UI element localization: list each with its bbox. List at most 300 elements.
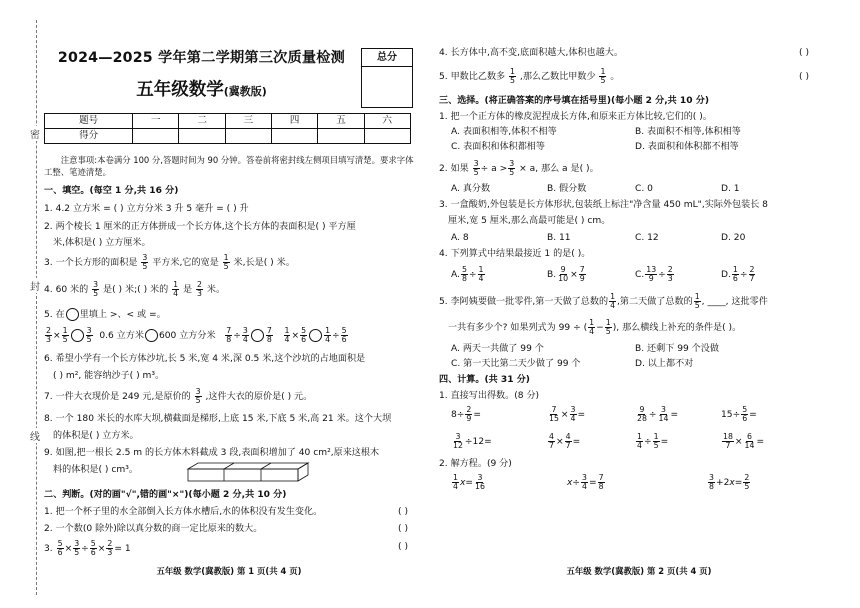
fraction [196, 281, 203, 298]
s3-q1-opt-c[interactable]: C. 表面积和体积都相等 [451, 142, 545, 152]
denominator: 8 [709, 481, 714, 491]
denominator: 4 [478, 273, 484, 283]
numerator: 1 [605, 318, 611, 327]
denominator: 5 [473, 167, 479, 177]
denominator: 6 [90, 547, 96, 557]
denominator: 4 [453, 481, 458, 491]
answer-bracket[interactable]: ( ) [799, 48, 809, 58]
s3-q1-opt-d[interactable]: D. 表面积和体积都不相等 [635, 142, 739, 152]
fraction [509, 68, 516, 85]
fraction [744, 433, 756, 450]
denominator: 10 [558, 273, 569, 283]
fraction [242, 327, 249, 344]
numerator: 7 [266, 326, 272, 335]
answer-circle[interactable] [251, 329, 264, 342]
numerator: 2 [466, 405, 472, 414]
s3-q3-opt-a[interactable]: A. 8 [451, 233, 469, 243]
text: ,这件大衣的原价是( ) 元。 [205, 391, 313, 402]
numerator: 2 [744, 473, 750, 482]
s3-q5-opt-b[interactable]: B. 还剩下 99 个没做 [635, 344, 719, 354]
s2-q5 [439, 68, 839, 85]
text: 2. 如果 [439, 163, 469, 174]
s3-q3-opt-c[interactable]: C. 12 [635, 233, 659, 243]
text: 4. 60 米的 [44, 284, 89, 295]
fraction [465, 406, 472, 423]
text: 平方米,它的宽是 [152, 257, 219, 268]
numerator: 5 [90, 539, 96, 548]
page-2-footer: 五年级 数学(冀教版) 第 2 页(共 4 页) [566, 566, 712, 576]
s3-q1-opt-b[interactable]: B. 表面积不相等,体积相等 [635, 127, 741, 137]
denominator: 4 [242, 334, 248, 344]
numerator: 3 [93, 280, 99, 289]
numerator: 13 [646, 265, 657, 274]
exam-subject [44, 80, 359, 101]
exam-title: 2024—2025 学年第二学期第三次质量检测 [57, 50, 346, 66]
text: ÷ a > [480, 163, 508, 174]
section-1-heading: 一、填空。(每空 1 分,共 16 分) [44, 186, 179, 196]
text: × a, 那么 a 是( )。 [519, 163, 599, 174]
s3-q2-opt-d[interactable]: D. 1 [721, 184, 740, 194]
answer-circle[interactable] [145, 329, 158, 342]
denominator: 4 [173, 288, 179, 298]
cut-line [261, 463, 271, 469]
text: 1. 把一个杯子里的水全部倒入长方体水槽后,水的体积没有发生变化。 [44, 507, 323, 517]
fraction [508, 160, 515, 177]
s3-q1-opt-a[interactable]: A. 表面积相等,体积不相等 [451, 127, 557, 137]
denominator: 5 [195, 395, 201, 405]
numerator: 1 [610, 292, 616, 301]
denominator: 28 [637, 413, 647, 423]
denominator: 8 [226, 334, 232, 344]
s1-q2-line2: 米,体积是( ) 立方厘米。 [53, 238, 151, 248]
fraction [667, 266, 674, 283]
denominator: 4 [325, 334, 331, 344]
fraction [106, 540, 113, 557]
numerator: 2 [197, 280, 202, 289]
numerator: 2 [667, 265, 673, 274]
calc-item: $\frac{4}{7}$ × $\frac{4}{7}$ = [549, 432, 581, 450]
s3-q2 [439, 160, 839, 177]
denominator: 5 [86, 334, 92, 344]
numerator: 1 [173, 280, 179, 289]
s3-q2-opt-b[interactable]: B. 假分数 [547, 184, 587, 194]
fraction [722, 433, 734, 450]
numerator: 18 [723, 432, 733, 441]
s3-q5-opt-d[interactable]: D. 以上都不对 [635, 359, 694, 369]
fraction [565, 433, 572, 450]
score-input-cell[interactable] [179, 129, 225, 144]
s3-q5-opt-a[interactable]: A. 两天一共做了 99 个 [451, 344, 544, 354]
text: 5. 在 [44, 310, 65, 320]
denominator: 5 [510, 75, 516, 85]
score-cell: 得分 [45, 129, 133, 144]
wood-prism-figure [186, 461, 311, 483]
binding-char-mi: 密 [30, 126, 40, 141]
binding-margin [0, 0, 42, 608]
total-score-label: 总分 [362, 49, 412, 67]
denominator: 15 [549, 413, 559, 423]
numerator: 3 [509, 159, 515, 168]
numerator: 1 [510, 67, 516, 76]
denominator: 7 [749, 273, 755, 283]
s4-sub1: 1. 直接写出得数。(8 分) [439, 391, 540, 401]
fraction [557, 266, 569, 283]
score-input-cell[interactable] [133, 129, 179, 144]
text: 里填上 >、< 或 =。 [79, 310, 166, 320]
answer-circle[interactable] [71, 329, 84, 342]
denominator: 5 [744, 481, 750, 491]
text: 米,长是( ) 米。 [233, 257, 295, 268]
text: 一共有多少个? 如果列式为 99 ÷ ( [448, 322, 588, 333]
s3-q4-opt-c[interactable]: C. $\frac{13}{9}$ ÷ $\frac{2}{3}$ [635, 265, 673, 283]
fraction [300, 327, 307, 344]
s4-sub2: 2. 解方程。(9 分) [439, 459, 512, 469]
fraction [473, 160, 480, 177]
fraction [588, 319, 595, 336]
fraction [172, 281, 179, 298]
numerator: 3 [74, 539, 80, 548]
numerator: 2 [107, 539, 113, 548]
denominator: 5 [62, 334, 68, 344]
s3-q5-line2 [448, 319, 839, 336]
fraction [694, 293, 701, 310]
fraction [749, 266, 756, 283]
fraction [90, 540, 97, 557]
denominator: 9 [466, 413, 472, 423]
fraction [141, 254, 148, 271]
fraction [266, 327, 273, 344]
fraction [195, 388, 202, 405]
page-2 [439, 0, 839, 608]
numerator: 1 [223, 253, 229, 262]
text: 3. 一个长方形的面积是 [44, 257, 138, 268]
calc-item: $\frac{18}{7}$ × $\frac{6}{14}$ = [723, 432, 765, 450]
denominator: 6 [341, 334, 347, 344]
fraction [599, 68, 606, 85]
denominator: 6 [57, 547, 63, 557]
fraction [645, 266, 657, 283]
fraction [341, 327, 348, 344]
section-3-heading: 三、选择。(将正确答案的序号填在括号里)(每小题 2 分,共 10 分) [439, 96, 709, 106]
score-input-cell[interactable] [272, 129, 318, 144]
numerator: 3 [195, 387, 201, 396]
page-1-footer: 五年级 数学(冀教版) 第 1 页(共 4 页) [156, 566, 302, 576]
score-cell: 三 [225, 114, 271, 129]
text: 5. 甲数比乙数多 [439, 71, 506, 82]
calc-item: 8÷ $\frac{2}{9}$ = [451, 405, 481, 423]
denominator: 5 [694, 300, 700, 310]
score-cell: 一 [133, 114, 179, 129]
numerator: 1 [694, 292, 700, 301]
denominator: 14 [658, 413, 669, 423]
numerator: 1 [589, 318, 595, 327]
notice-text: 注意事项:本卷满分 100 分,答题时间为 90 分钟。答卷前将密封线左侧项目填写清楚。要求字体工整、笔迹清楚。 [44, 155, 414, 178]
denominator: 16 [474, 481, 485, 491]
fraction [225, 327, 232, 344]
denominator: 12 [453, 440, 463, 450]
s1-q1: 1. 4.2 立方米 = ( ) 立方分米 3 升 5 毫升 = ( ) 升 [44, 204, 249, 214]
s3-q4-opt-a[interactable]: A. $\frac{5}{8}$ ÷ $\frac{1}{4}$ [451, 265, 484, 283]
item-text: 0.6 立方米 [99, 330, 144, 341]
op: ÷ [81, 543, 89, 554]
total-score-box [361, 48, 413, 108]
s1-q8-line1: 8. 一个 180 米长的水库大坝,横截面是梯形,上底 15 米,下底 5 米,高 21 米。这个大坝 [44, 414, 392, 424]
numerator: 3 [709, 473, 714, 482]
numerator: 3 [582, 473, 587, 482]
s1-q7 [44, 388, 414, 405]
answer-bracket[interactable]: ( ) [398, 507, 408, 517]
numerator: 3 [570, 405, 576, 414]
fraction [598, 474, 605, 491]
numerator: 5 [341, 326, 347, 335]
fraction [570, 406, 577, 423]
s3-q1: 1. 把一个正方体的橡皮泥捏成长方体,和原来正方体比较,它们的( )。 [439, 112, 712, 122]
op: × [64, 543, 73, 554]
text: 4. 长方体中,高不变,底面积越大,体积也越大。 [439, 48, 623, 58]
numerator: 1 [453, 473, 458, 482]
score-cell: 六 [364, 114, 410, 129]
numerator: 7 [598, 473, 604, 482]
score-table-score-row [45, 129, 411, 144]
denominator: 4 [610, 300, 616, 310]
s3-q4: 4. 下列算式中结果最接近 1 的是( )。 [439, 249, 591, 259]
denominator: 4 [637, 440, 642, 450]
numerator: 5 [461, 265, 467, 274]
denominator: 5 [223, 261, 229, 271]
denominator: 3 [107, 547, 113, 557]
s3-q5-opt-c[interactable]: C. 第一天比第二天少做了 99 个 [451, 359, 581, 369]
fraction [45, 327, 52, 344]
denominator: 5 [142, 261, 148, 271]
fraction [636, 406, 648, 423]
text: ,那么乙数比甲数少 [519, 71, 596, 82]
fraction [284, 327, 291, 344]
fraction [86, 327, 93, 344]
s3-q3-line1: 3. 一盒酸奶,外包装是长方体形状,包装纸上标注"净含量 450 mL",实际外包装长 8 [439, 200, 768, 210]
denominator: 5 [605, 326, 611, 336]
numerator: 6 [747, 432, 752, 441]
fraction [62, 327, 69, 344]
s1-q6-line1: 6. 希望小学有一个长方体沙坑,长 5 米,宽 4 米,深 0.5 米,这个沙坑的占地面积是 [44, 354, 366, 364]
denominator: 6 [732, 273, 738, 283]
s1-q5-items: $\frac{2}{3}$ × $\frac{1}{5}$ $\frac{3}{5}$ 0.6 立方米 600 立方分米 $\frac{7}{8}$ ÷ $\frac{3}{4}$ $\frac{7}{8}$ $\frac{1}{4}$ × $\frac{5}{6}$ $\frac{1}{4}$ ÷ $\frac{5}{6}$ [46, 326, 347, 344]
denominator: 7 [725, 440, 731, 450]
fraction [581, 474, 588, 491]
score-table [44, 113, 411, 144]
fraction [452, 474, 459, 491]
s3-q3-line2: 厘米,宽 5 厘米,那么高最可能是( ) cm。 [448, 216, 611, 226]
score-input-cell[interactable] [364, 129, 410, 144]
numerator: 1 [732, 265, 738, 274]
op: × [97, 543, 106, 554]
denominator: 7 [549, 440, 554, 450]
denominator: 5 [93, 288, 99, 298]
numerator: 1 [600, 67, 606, 76]
s2-q2 [44, 524, 414, 535]
text: 3. [44, 543, 53, 554]
prism-front [188, 469, 298, 481]
score-cell: 题号 [45, 114, 133, 129]
answer-bracket[interactable]: ( ) [398, 542, 408, 552]
answer-bracket[interactable]: ( ) [799, 72, 809, 82]
s1-q2-line1: 2. 两个棱长 1 厘米的正方体拼成一个长方体,这个长方体的表面积是( ) 平方厘 [44, 222, 356, 232]
numerator: 1 [62, 326, 68, 335]
s1-q5 [44, 308, 414, 321]
score-cell: 五 [318, 114, 364, 129]
denominator: 8 [598, 481, 604, 491]
s1-q9-line1: 9. 如图,把一根长 2.5 m 的长方体木料截成 3 段,表面积增加了 40 cm²,原来这根木 [44, 448, 380, 458]
text: 。 [610, 71, 620, 82]
fraction [461, 266, 468, 283]
denominator: 4 [589, 326, 595, 336]
text: 5. 李阿姨要做一批零件,第一天做了总数的 [439, 296, 609, 307]
numerator: 3 [477, 473, 483, 482]
denominator: 5 [600, 75, 606, 85]
edition-text: (冀教版) [223, 85, 267, 98]
score-cell: 二 [179, 114, 225, 129]
numerator: 3 [242, 326, 248, 335]
numerator: 1 [284, 326, 290, 335]
fraction [579, 266, 586, 283]
numerator: 1 [653, 432, 659, 441]
score-input-cell[interactable] [225, 129, 271, 144]
s3-q4-opt-b[interactable]: B. $\frac{9}{10}$ × $\frac{7}{9}$ [547, 265, 585, 283]
calc-item: $\frac{3}{12}$ ÷12= [453, 432, 492, 450]
numerator: 5 [301, 326, 307, 335]
fraction [92, 281, 99, 298]
denominator: 3 [46, 334, 51, 344]
fraction [609, 293, 616, 310]
numerator: 9 [639, 405, 645, 414]
denominator: 7 [565, 440, 571, 450]
fraction [743, 474, 750, 491]
opt-letter: D. [721, 269, 731, 280]
numerator: 4 [565, 432, 571, 441]
numerator: 3 [142, 253, 148, 262]
denominator: 5 [509, 167, 515, 177]
op: = 1 [114, 543, 131, 554]
numerator: 3 [455, 432, 461, 441]
cut-line [224, 463, 234, 469]
section-4-heading: 四、计算。(共 31 分) [439, 375, 530, 385]
denominator: 9 [579, 273, 585, 283]
calc-item: $\frac{1}{4}$ ÷ $\frac{1}{5}$ = [637, 432, 669, 450]
numerator: 7 [226, 326, 232, 335]
numerator: 7 [579, 265, 585, 274]
denominator: 4 [284, 334, 290, 344]
s1-q3 [44, 254, 414, 271]
score-input-cell[interactable] [318, 129, 364, 144]
numerator: 3 [661, 405, 666, 414]
fraction [57, 540, 64, 557]
numerator: 1 [325, 326, 331, 335]
s3-q2-opt-c[interactable]: C. 0 [635, 184, 653, 194]
binding-char-xian: 线 [30, 428, 40, 443]
fraction [548, 406, 560, 423]
s1-q9-line2: 料的体积是( ) cm³。 [53, 465, 138, 475]
fraction [474, 474, 486, 491]
s2-q4 [439, 48, 839, 59]
s3-q5-line1 [439, 293, 839, 310]
denominator: 5 [653, 440, 659, 450]
fraction [73, 540, 80, 557]
numerator: 3 [473, 159, 479, 168]
text: 米。 [206, 284, 226, 295]
opt-letter: A. [451, 269, 460, 280]
numerator: 2 [749, 265, 755, 274]
binding-char-feng: 封 [30, 278, 40, 293]
denominator: 9 [648, 273, 654, 283]
denominator: 8 [266, 334, 272, 344]
text: 是 [182, 284, 193, 295]
equation-item: $\frac{1}{4}$ x= $\frac{3}{16}$ [453, 473, 485, 491]
numerator: 3 [86, 326, 92, 335]
s3-q2-opt-a[interactable]: A. 真分数 [451, 184, 491, 194]
fraction [324, 327, 331, 344]
calc-item: $\frac{7}{15}$ × $\frac{3}{4}$ = [549, 405, 586, 423]
s3-q3-opt-b[interactable]: B. 11 [547, 233, 571, 243]
text: 2. 一个数(0 除外)除以真分数的商一定比原来的数大。 [44, 524, 263, 534]
denominator: 5 [74, 547, 80, 557]
s2-q3 [44, 540, 414, 557]
numerator: 1 [637, 432, 642, 441]
text: ,第二天做了总数的 [617, 296, 693, 307]
calc-item: $\frac{9}{28}$ ÷ $\frac{3}{14}$ = [637, 405, 679, 423]
page-1 [44, 0, 414, 608]
op: − [596, 322, 604, 333]
numerator: 9 [560, 265, 566, 274]
fraction [658, 406, 670, 423]
s2-q1 [44, 507, 414, 518]
answer-circle[interactable] [309, 329, 322, 342]
subject-text: 五年级数学 [136, 80, 224, 100]
equation-item: $\frac{3}{8}$ +2x= $\frac{2}{5}$ [709, 473, 750, 491]
fraction [708, 474, 715, 491]
section-2-heading: 二、判断。(对的画"√",错的画"×")(每小题 2 分,共 10 分) [44, 490, 287, 500]
text: 7. 一件大衣现价是 249 元,是原价的 [44, 391, 191, 402]
answer-bracket[interactable]: ( ) [398, 524, 408, 534]
numerator: 7 [551, 405, 557, 414]
s1-q6-line2: ( ) m², 能容纳沙子( ) m³。 [53, 371, 165, 381]
s3-q4-opt-d[interactable]: D. $\frac{1}{6}$ ÷ $\frac{2}{7}$ [721, 265, 755, 283]
fraction [653, 433, 660, 450]
opt-letter: C. [635, 269, 645, 280]
fraction [452, 433, 464, 450]
opt-letter: B. [547, 269, 557, 280]
fraction [741, 406, 748, 423]
s3-q3-opt-d[interactable]: D. 20 [721, 233, 746, 243]
numerator: 2 [46, 326, 51, 335]
s1-q8-line2: 的体积是( ) 立方米。 [53, 431, 139, 441]
answer-circle[interactable] [66, 308, 79, 321]
text: , ____, 这批零件 [701, 296, 768, 307]
prism-top [188, 463, 308, 469]
denominator: 8 [461, 273, 467, 283]
score-cell: 四 [272, 114, 318, 129]
binding-dashed-line [36, 20, 37, 595]
item-text: 600 立方分米 [158, 330, 216, 341]
fraction [478, 266, 485, 283]
score-table-header-row [45, 114, 411, 129]
denominator: 3 [197, 288, 202, 298]
numerator: 4 [549, 432, 554, 441]
numerator: 1 [478, 265, 484, 274]
denominator: 6 [742, 413, 748, 423]
text: ), 那么横线上补充的条件是( )。 [612, 322, 742, 333]
numerator: 5 [57, 539, 63, 548]
fraction [223, 254, 230, 271]
denominator: 14 [744, 440, 755, 450]
